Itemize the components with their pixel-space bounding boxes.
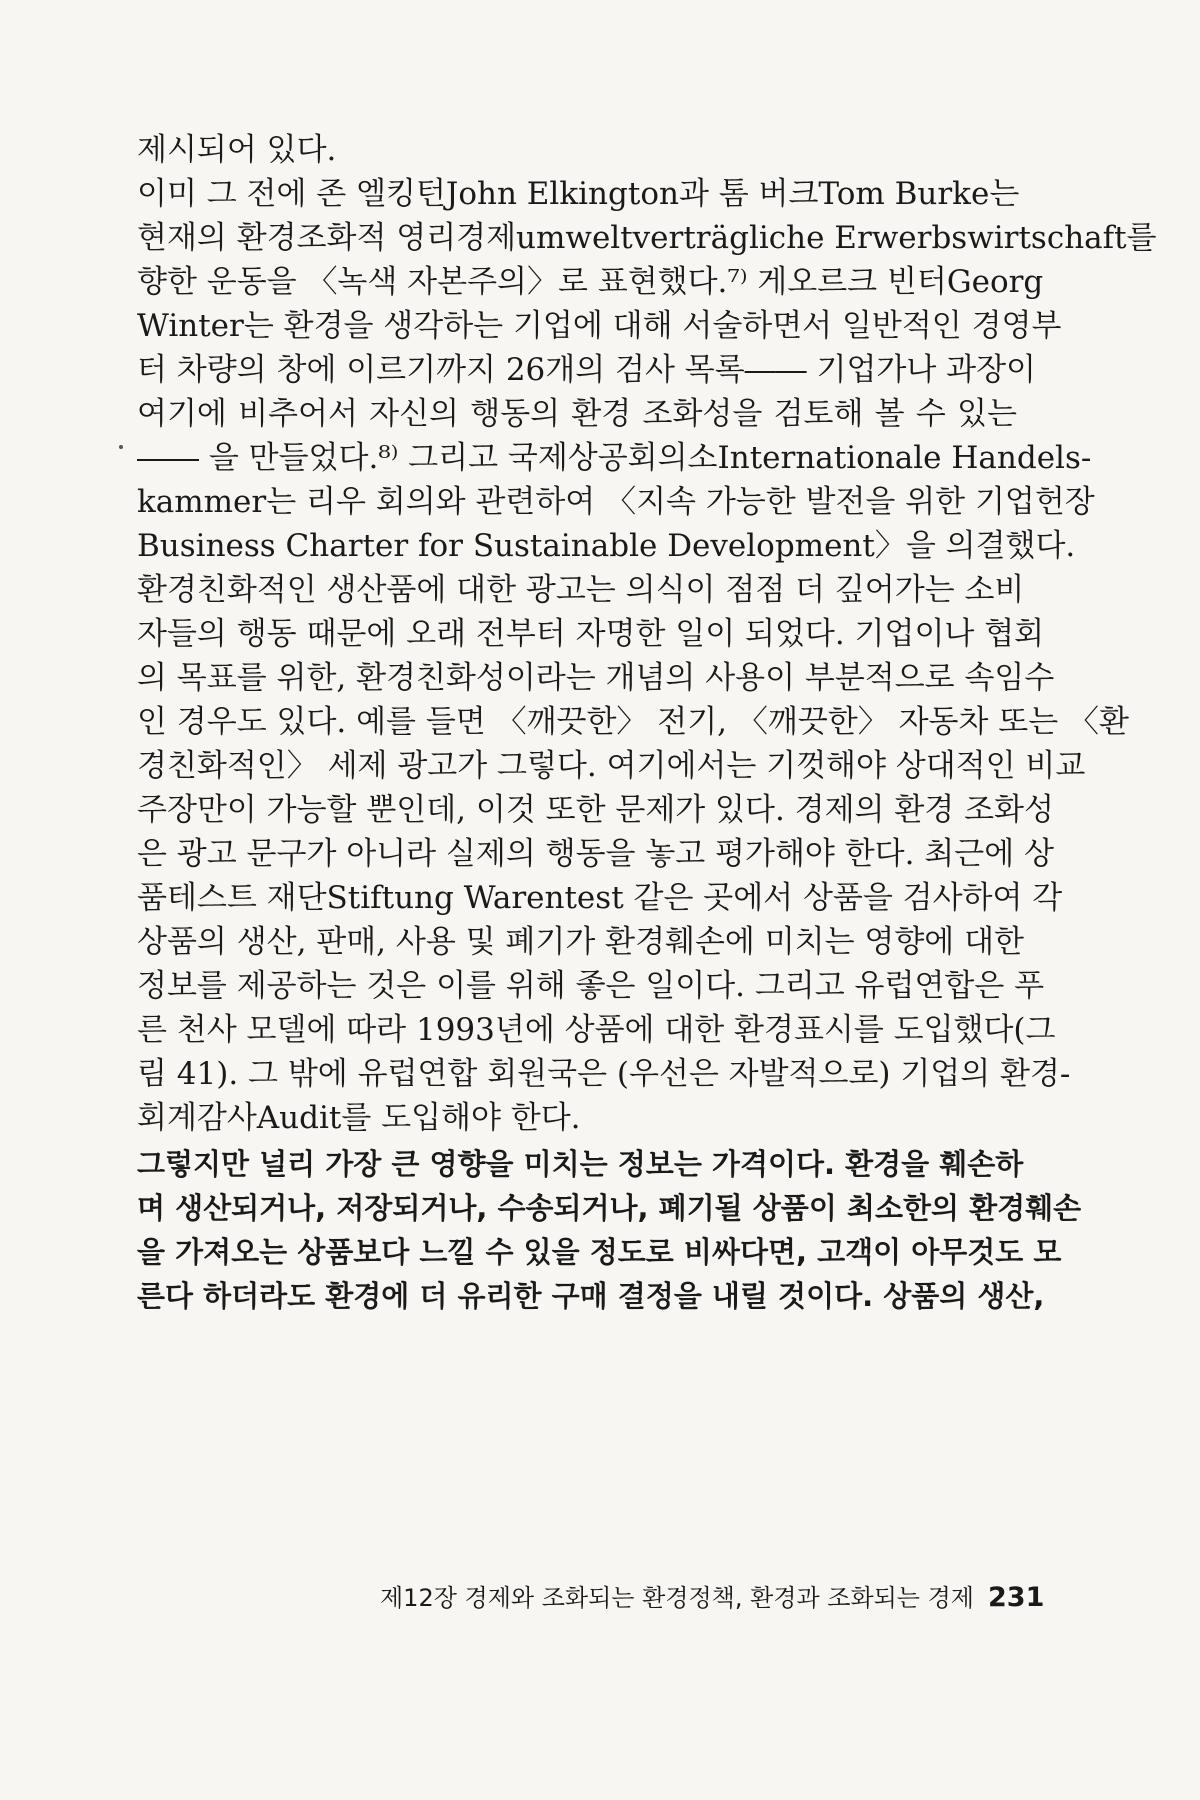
text-line: 경친화적인〉 세제 광고가 그렇다. 여기에서는 기껏해야 상대적인 비교 xyxy=(137,748,1086,784)
margin-dot xyxy=(119,445,123,449)
text-line: 인 경우도 있다. 예를 들면 〈깨끗한〉 전기, 〈깨끗한〉 자동차 또는 〈환 xyxy=(137,704,1129,740)
text-line: 의 목표를 위한, 환경친화성이라는 개념의 사용이 부분적으로 속임수 xyxy=(137,660,1055,696)
text-line: 른다 하더라도 환경에 더 유리한 구매 결정을 내릴 것이다. 상품의 생산, xyxy=(137,1279,1045,1313)
running-head: 제12장 경제와 조화되는 환경정책, 환경과 조화되는 경제 xyxy=(380,1584,974,1612)
page-footer xyxy=(380,1580,1045,1616)
text-line: 여기에 비추어서 자신의 행동의 환경 조화성을 검토해 볼 수 있는 xyxy=(137,396,1017,432)
text-line: Winter는 환경을 생각하는 기업에 대해 서술하면서 일반적인 경영부 xyxy=(137,308,1062,344)
text-line: 상품의 생산, 판매, 사용 및 폐기가 환경훼손에 미치는 영향에 대한 xyxy=(137,924,1024,960)
text-line: 른 천사 모델에 따라 1993년에 상품에 대한 환경표시를 도입했다(그 xyxy=(137,1012,1056,1048)
text-line: 회계감사Audit를 도입해야 한다. xyxy=(137,1100,581,1136)
text-line: 자들의 행동 때문에 오래 전부터 자명한 일이 되었다. 기업이나 협회 xyxy=(137,616,1045,652)
text-line: 터 차량의 창에 이르기까지 26개의 검사 목록―― 기업가나 과장이 xyxy=(137,352,1036,388)
text-line: 은 광고 문구가 아니라 실제의 행동을 놓고 평가해야 한다. 최근에 상 xyxy=(137,836,1054,872)
text-line: 이미 그 전에 존 엘킹턴John Elkington과 톰 버크Tom Burke는 xyxy=(137,176,1020,212)
text-line: 품테스트 재단Stiftung Warentest 같은 곳에서 상품을 검사하여 각 xyxy=(137,880,1063,916)
text-line: 며 생산되거나, 저장되거나, 수송되거나, 폐기될 상품이 최소한의 환경훼손 xyxy=(137,1191,1082,1225)
text-line: 정보를 제공하는 것은 이를 위해 좋은 일이다. 그리고 유럽연합은 푸 xyxy=(137,968,1045,1004)
text-line: 환경친화적인 생산품에 대한 광고는 의식이 점점 더 깊어가는 소비 xyxy=(137,572,1025,608)
text-line: 현재의 환경조화적 영리경제umweltverträgliche Erwerbswirtschaft를 xyxy=(137,220,1157,256)
text-line: ―― 을 만들었다.⁸⁾ 그리고 국제상공회의소Internationale Handels- xyxy=(137,440,1092,476)
text-line: 림 41). 그 밖에 유럽연합 회원국은 (우선은 자발적으로) 기업의 환경- xyxy=(137,1056,1071,1092)
text-line: 을 가져오는 상품보다 느낄 수 있을 정도로 비싸다면, 고객이 아무것도 모 xyxy=(137,1235,1062,1269)
text-line: Business Charter for Sustainable Development〉을 의결했다. xyxy=(137,528,1076,564)
page-number: 231 xyxy=(988,1582,1045,1613)
text-line: 제시되어 있다. xyxy=(137,132,337,168)
text-line: 그렇지만 널리 가장 큰 영향을 미치는 정보는 가격이다. 환경을 훼손하 xyxy=(137,1147,1024,1181)
text-line: 향한 운동을 〈녹색 자본주의〉로 표현했다.⁷⁾ 게오르크 빈터Georg xyxy=(137,264,1044,300)
text-line: 주장만이 가능할 뿐인데, 이것 또한 문제가 있다. 경제의 환경 조화성 xyxy=(137,792,1054,828)
text-line: kammer는 리우 회의와 관련하여 〈지속 가능한 발전을 위한 기업헌장 xyxy=(137,484,1095,520)
